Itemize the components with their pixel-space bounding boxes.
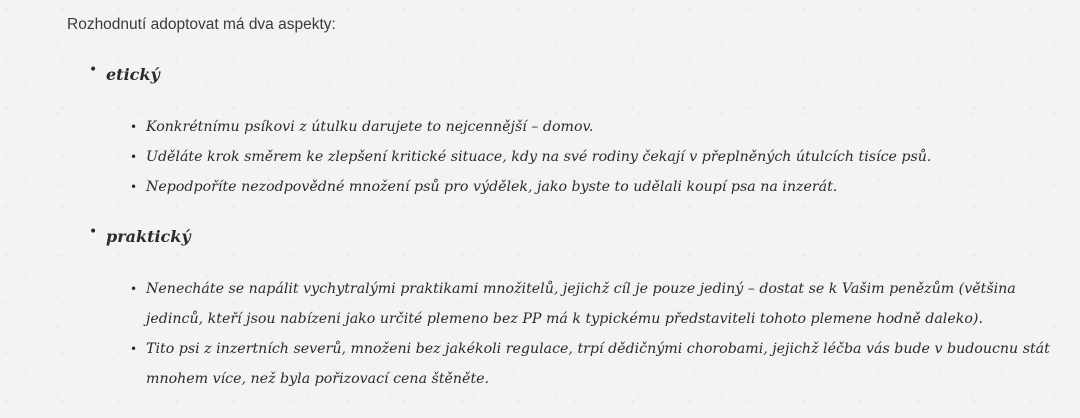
bullet-icon: • [130, 150, 138, 164]
list-item [106, 274, 1057, 334]
bullet-icon: • [130, 180, 138, 194]
aspect-practical [67, 224, 1057, 394]
aspects-list [67, 62, 1057, 394]
article-content [67, 12, 1057, 394]
bullet-icon: • [130, 120, 138, 134]
aspect-ethical [67, 62, 1057, 202]
list-item-text: Uděláte krok směrem ke zlepšení kritické situace, kdy na své rodiny čekají v přeplněných útulcích tisíce psů. [146, 149, 932, 165]
bullet-icon: • [130, 282, 138, 296]
ethical-points-list [106, 112, 1057, 202]
list-item-text: Konkrétnímu psíkovi z útulku darujete to nejcennější – domov. [146, 119, 594, 135]
practical-points-list [106, 274, 1057, 394]
aspect-title: praktický [106, 227, 191, 246]
aspect-title: etický [106, 65, 160, 84]
bullet-icon: • [130, 342, 138, 356]
list-item [106, 142, 1057, 172]
list-item-text: Nepodpoříte nezodpovědné množení psů pro výdělek, jako byste to udělali koupí psa na inzerát. [146, 179, 838, 195]
bullet-icon: • [89, 224, 98, 240]
list-item-text: Nenecháte se napálit vychytralými praktikami množitelů, jejichž cíl je pouze jediný – dostat se k Vašim penězům (většina jedinců, kteří jsou nabízeni jako určité plemeno bez PP má k typickému představiteli tohoto plemene hodně daleko). [146, 281, 1016, 327]
intro-text: Rozhodnutí adoptovat má dva aspekty: [67, 16, 336, 33]
list-item [106, 334, 1057, 394]
list-item [106, 172, 1057, 202]
bullet-icon: • [89, 62, 98, 78]
list-item-text: Tito psi z inzertních severů, množeni bez jakékoli regulace, trpí dědičnými chorobami, jejichž léčba vás bude v budoucnu stát mnohem více, než byla pořizovací cena štěněte. [146, 341, 1050, 387]
list-item [106, 112, 1057, 142]
